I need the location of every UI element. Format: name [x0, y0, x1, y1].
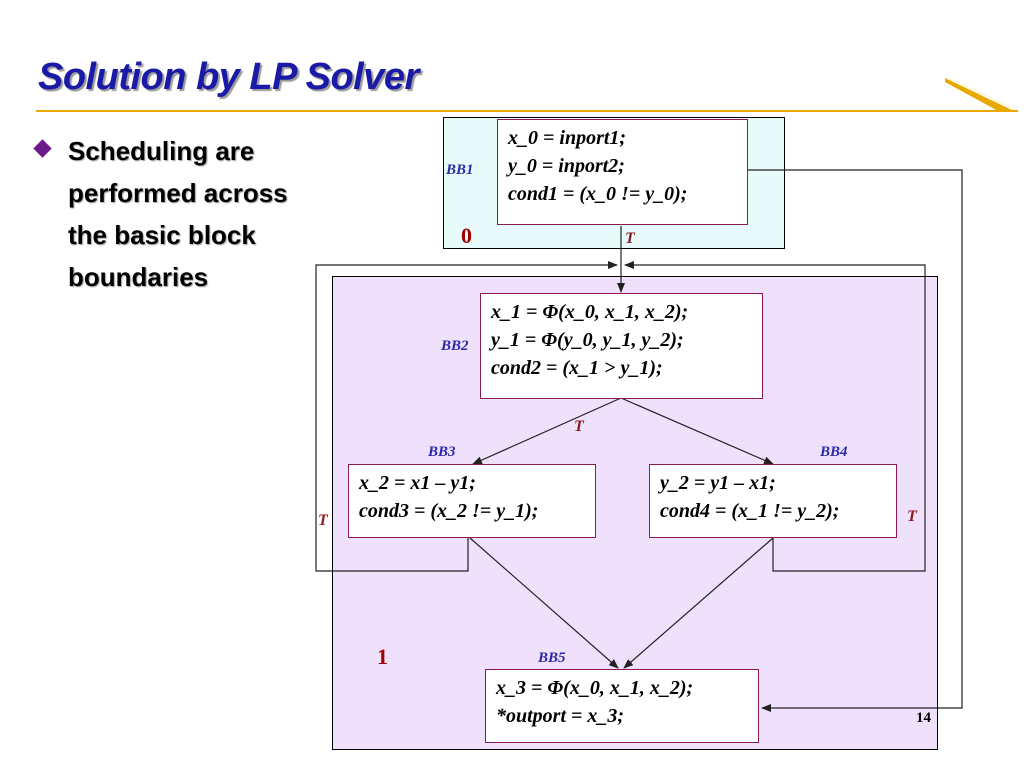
code-line: x_0 = inport1; — [508, 127, 627, 149]
edge-bb1-bb5 — [748, 170, 962, 708]
code-line: x_3 = Φ(x_0, x_1, x_2); — [496, 677, 694, 699]
code-line: cond1 = (x_0 != y_0); — [508, 183, 688, 205]
edge-bb2-bb4 — [621, 398, 773, 464]
bb3-code-block — [348, 464, 596, 538]
code-line: cond2 = (x_1 > y_1); — [491, 357, 663, 379]
edge-label-true: T — [574, 418, 584, 435]
bb3-label: BB3 — [428, 444, 456, 460]
bb5-label: BB5 — [538, 650, 566, 666]
edge-label-true: T — [907, 508, 917, 525]
bb1-code-block — [497, 119, 748, 225]
code-line: cond4 = (x_1 != y_2); — [660, 500, 840, 522]
code-line: x_1 = Φ(x_0, x_1, x_2); — [491, 301, 689, 323]
bullet-line-4: boundaries — [68, 262, 209, 292]
bb5-code-block — [485, 669, 759, 743]
bullet-line-2: performed across — [68, 178, 288, 208]
bb2-label: BB2 — [441, 338, 469, 354]
code-line: y_2 = y1 – x1; — [660, 472, 776, 494]
code-line: *outport = x_3; — [496, 705, 625, 727]
region-1-number: 1 — [377, 644, 388, 669]
code-line: y_0 = inport2; — [508, 155, 625, 177]
edge-bb4-bb5 — [624, 538, 773, 668]
bullet-line-3: the basic block — [68, 220, 256, 250]
page-number: 14 — [916, 710, 931, 726]
code-line: x_2 = x1 – y1; — [359, 472, 476, 494]
code-line: cond3 = (x_2 != y_1); — [359, 500, 539, 522]
bb4-code-block — [649, 464, 897, 538]
code-line: y_1 = Φ(y_0, y_1, y_2); — [491, 329, 684, 351]
edge-bb3-bb5 — [470, 538, 618, 668]
bullet-line-1: Scheduling are — [68, 136, 255, 166]
region-0-number: 0 — [461, 223, 472, 248]
bb2-code-block — [480, 293, 763, 399]
edge-label-true: T — [318, 512, 328, 529]
slide-title: Solution by LP Solver — [38, 56, 419, 98]
bb1-label: BB1 — [446, 162, 474, 178]
edge-bb2-bb3 — [473, 398, 621, 464]
bb4-label: BB4 — [820, 444, 848, 460]
edge-label-true: T — [625, 230, 635, 247]
